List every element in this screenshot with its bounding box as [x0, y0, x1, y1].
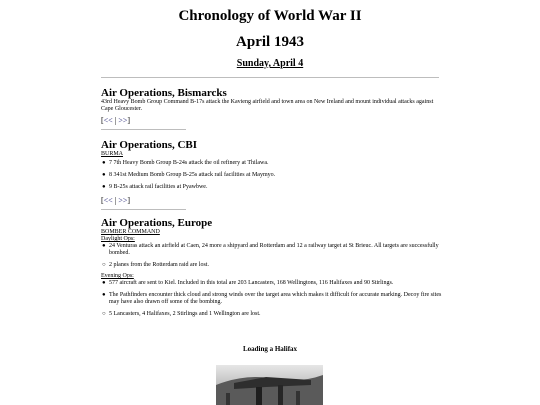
forward-link[interactable]: >> [118, 116, 128, 125]
list-item: ● 8 341st Medium Bomb Group B-25s attack rail facilities at Maymyo. [102, 172, 276, 178]
item-list [101, 243, 446, 269]
section-nav: [<< | >>] [101, 196, 131, 205]
section-divider [101, 129, 186, 130]
back-link[interactable]: << [103, 196, 113, 205]
section-nav: [<< | >>] [101, 116, 131, 125]
nav-separator: | [114, 196, 117, 205]
nav-separator: | [114, 116, 117, 125]
section-subheading: BURMA [101, 151, 124, 157]
top-divider [101, 77, 439, 78]
daylight-ops-label: Daylight Ops: [101, 236, 135, 242]
section-title: Air Operations, CBI [101, 139, 198, 151]
item-list [101, 160, 446, 191]
section-cbi [101, 139, 446, 210]
list-item: ● 9 B-25s attack rail facilities at Pyawbwe. [102, 184, 208, 190]
list-item: ● 7 7th Heavy Bomb Group B-24s attack the oil refinery at Thilawa. [102, 160, 269, 166]
figure-caption: Loading a Halifax [242, 345, 298, 353]
list-sub-item: ○ 2 planes from the Rotterdam raid are lost. [102, 262, 209, 268]
section-subheading: BOMBER COMMAND [101, 229, 160, 235]
photo-image [216, 365, 323, 405]
list-item: ● 577 aircraft are sent to Kiel. Included in this total are 203 Lancasters, 168 Wellingtons, 116 Halifaxes and 90 Stirlings. [102, 280, 394, 286]
list-sub-item: ○ 5 Lancasters, 4 Halifaxes, 2 Stirlings and 1 Wellington are lost. [102, 311, 261, 317]
evening-ops-label: Evening Ops: [101, 273, 134, 279]
section-divider [101, 209, 186, 210]
section-text: 43rd Heavy Bomb Group Command B-17s attack the Kavieng airfield and town area on New Ireland and mount individual attacks against Cape Gloucester. [101, 99, 434, 112]
page-title: Chronology of World War II [178, 8, 362, 24]
forward-link[interactable]: >> [118, 196, 128, 205]
section-title: Air Operations, Bismarcks [101, 87, 227, 99]
halifax-photo [216, 365, 323, 405]
section-bismarcks [101, 87, 446, 130]
list-item: ● 24 Venturas attack an airfield at Caen, 24 more a shipyard and Rotterdam and 12 a railway target at St Brieuc. All targets are successfully bombed. [102, 243, 439, 256]
date-link[interactable]: Sunday, April 4 [236, 58, 304, 69]
section-title: Air Operations, Europe [101, 217, 213, 229]
item-list [101, 280, 446, 318]
list-item: ● The Pathfinders encounter thick cloud and strong winds over the target area which makes it difficult for accurate marking. Decoy fire sites may have also drawn off some of the bombing. [102, 292, 442, 305]
back-link[interactable]: << [103, 116, 113, 125]
month-heading: April 1943 [236, 34, 304, 50]
section-europe [101, 217, 446, 323]
